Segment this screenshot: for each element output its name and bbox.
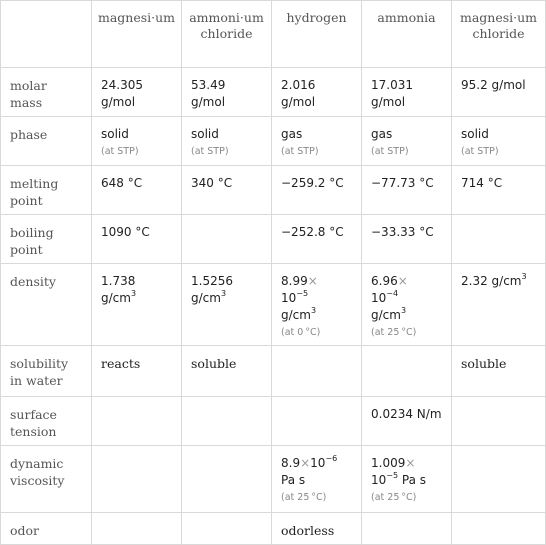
table-row (1, 215, 546, 264)
phase-magnesium (92, 117, 182, 166)
molar-mass-magnesium-chloride: 95.2 g/mol (452, 68, 546, 117)
molar-mass-ammonia: 17.031 g/mol (362, 68, 452, 117)
header-row (1, 1, 546, 68)
odor-hydrogen: odorless (272, 513, 362, 545)
table-row (1, 68, 546, 117)
table-row (1, 397, 546, 446)
row-label-density: density (1, 264, 92, 346)
phase-note: (at STP) (101, 146, 139, 157)
phase-note: (at STP) (461, 146, 499, 157)
row-label-solubility: solubility in water (1, 346, 92, 397)
phase-note: (at STP) (191, 146, 229, 157)
phase-ammonium-chloride (182, 117, 272, 166)
viscosity-ammonia: 1.009× $10^{-5}$ Pa s (at 25 °C) (362, 446, 452, 513)
density-ammonium-chloride: 1.5256 $g/cm^3$ (182, 264, 272, 346)
phase-hydrogen (272, 117, 362, 166)
row-label-melting-point: melting point (1, 166, 92, 215)
row-label-surface-tension: surface tension (1, 397, 92, 446)
table-row (1, 166, 546, 215)
density-hydrogen: 8.99× $10^{-5}$ $g/cm^3$ (at 0 °C) (272, 264, 362, 346)
melting-point-ammonium-chloride: 340 °C (182, 166, 272, 215)
density-magnesium: 1.738 $g/cm^3$ (92, 264, 182, 346)
melting-point-magnesium-chloride: 714 °C (452, 166, 546, 215)
viscosity-hydrogen: $8.9\times 10^{-6}$ Pa s (at 25 °C) (272, 446, 362, 513)
table-row (1, 264, 546, 346)
molar-mass-hydrogen: 2.016 g/mol (272, 68, 362, 117)
row-label-boiling-point: boiling point (1, 215, 92, 264)
melting-point-hydrogen: −259.2 °C (272, 166, 362, 215)
table-row (1, 446, 546, 513)
row-label-molar-mass: molar mass (1, 68, 92, 117)
solubility-magnesium: reacts (92, 346, 182, 397)
viscosity-magnesium-chloride (452, 446, 546, 513)
solubility-hydrogen (272, 346, 362, 397)
odor-magnesium (92, 513, 182, 545)
surface-tension-ammonium-chloride (182, 397, 272, 446)
table-row (1, 346, 546, 397)
phase-value: gas (371, 127, 393, 141)
column-header-magnesium: magnesi·um (92, 1, 182, 68)
boiling-point-ammonia: −33.33 °C (362, 215, 452, 264)
phase-ammonia (362, 117, 452, 166)
molar-mass-magnesium: 24.305 g/mol (92, 68, 182, 117)
boiling-point-ammonium-chloride (182, 215, 272, 264)
phase-value: solid (191, 127, 219, 141)
odor-ammonia (362, 513, 452, 545)
viscosity-magnesium (92, 446, 182, 513)
phase-note: (at STP) (281, 146, 319, 157)
column-header-ammonium-chloride: ammoni·um chloride (182, 1, 272, 68)
surface-tension-ammonia: 0.0234 N/m (362, 397, 452, 446)
odor-magnesium-chloride (452, 513, 546, 545)
solubility-ammonium-chloride: soluble (182, 346, 272, 397)
column-header-magnesium-chloride: magnesi·um chloride (452, 1, 546, 68)
table-row (1, 117, 546, 166)
solubility-ammonia (362, 346, 452, 397)
column-header-hydrogen: hydrogen (272, 1, 362, 68)
solubility-magnesium-chloride: soluble (452, 346, 546, 397)
phase-magnesium-chloride (452, 117, 546, 166)
phase-note: (at STP) (371, 146, 409, 157)
molar-mass-ammonium-chloride: 53.49 g/mol (182, 68, 272, 117)
boiling-point-hydrogen: −252.8 °C (272, 215, 362, 264)
row-label-dynamic-viscosity: dynamic viscosity (1, 446, 92, 513)
row-label-odor: odor (1, 513, 92, 545)
surface-tension-magnesium (92, 397, 182, 446)
boiling-point-magnesium: 1090 °C (92, 215, 182, 264)
viscosity-ammonium-chloride (182, 446, 272, 513)
phase-value: gas (281, 127, 303, 141)
melting-point-magnesium: 648 °C (92, 166, 182, 215)
surface-tension-magnesium-chloride (452, 397, 546, 446)
surface-tension-hydrogen (272, 397, 362, 446)
phase-value: solid (461, 127, 489, 141)
row-label-phase: phase (1, 117, 92, 166)
table-row (1, 513, 546, 545)
density-magnesium-chloride: 2.32 $g/cm^3$ (452, 264, 546, 346)
melting-point-ammonia: −77.73 °C (362, 166, 452, 215)
phase-value: solid (101, 127, 129, 141)
corner-cell (1, 1, 92, 68)
boiling-point-magnesium-chloride (452, 215, 546, 264)
density-ammonia: 6.96× $10^{-4}$ $g/cm^3$ (at 25 °C) (362, 264, 452, 346)
column-header-ammonia: ammonia (362, 1, 452, 68)
odor-ammonium-chloride (182, 513, 272, 545)
